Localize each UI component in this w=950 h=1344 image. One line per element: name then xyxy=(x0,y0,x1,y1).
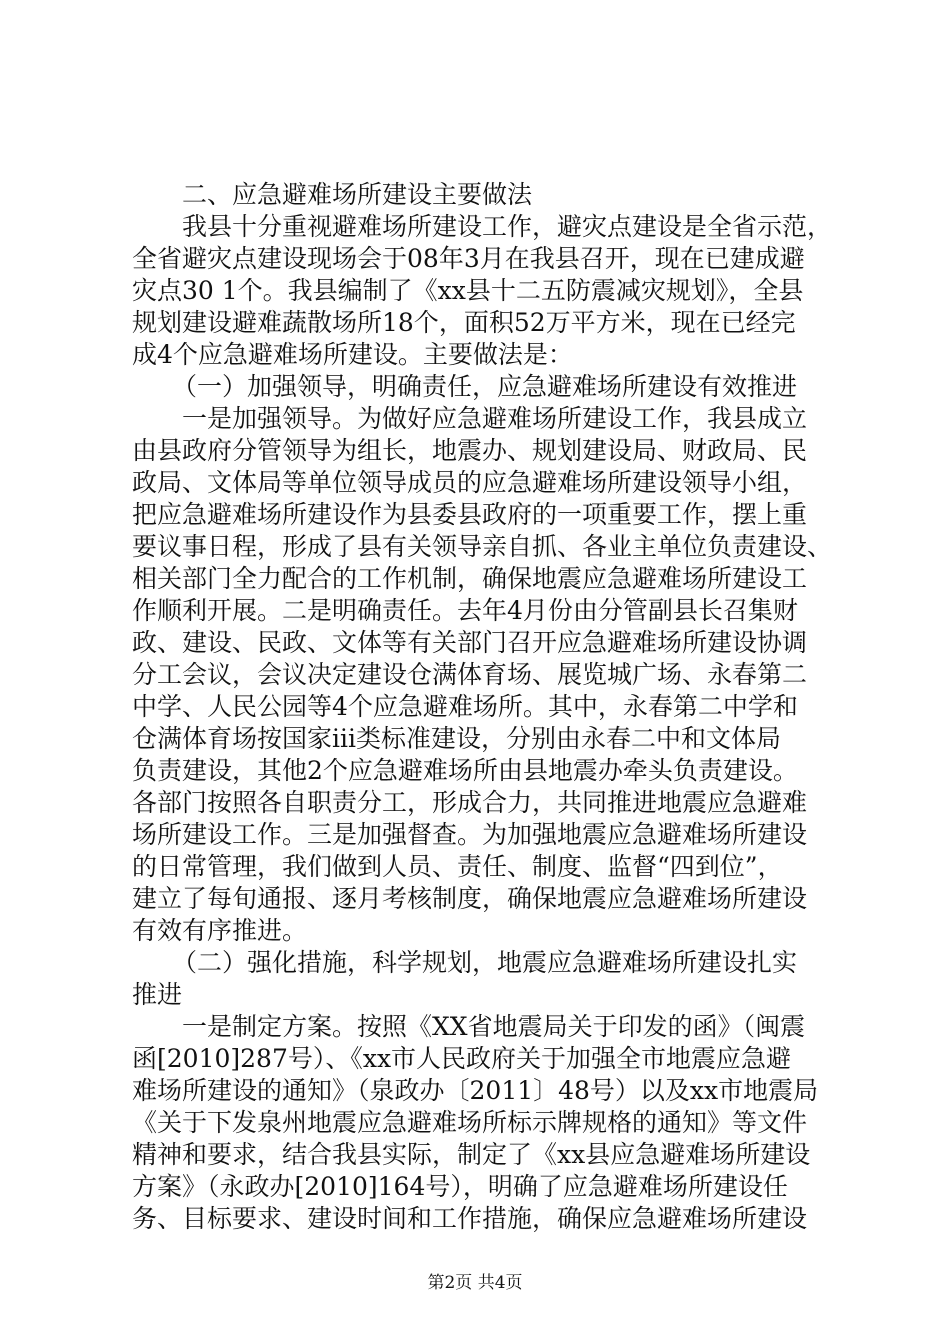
section-heading: 二、应急避难场所建设主要做法 xyxy=(182,180,533,209)
paragraph-line: 建立了每旬通报、逐月考核制度，确保地震应急避难场所建设 xyxy=(132,884,808,913)
paragraph-line: 一是制定方案。按照《XX省地震局关于印发的函》（闽震 xyxy=(182,1012,806,1041)
paragraph-line: 精神和要求，结合我县实际，制定了《xx县应急避难场所建设 xyxy=(132,1140,811,1169)
paragraph-line: 方案》（永政办[2010]164号），明确了应急避难场所建设任 xyxy=(132,1172,788,1201)
paragraph-line: 一是加强领导。为做好应急避难场所建设工作，我县成立 xyxy=(182,404,808,433)
paragraph-line: 规划建设避难蔬散场所18个，面积52万平方米，现在已经完 xyxy=(132,308,796,337)
paragraph-line: 场所建设工作。三是加强督查。为加强地震应急避难场所建设 xyxy=(132,820,808,849)
paragraph-line: 分工会议，会议决定建设仓满体育场、展览城广场、永春第二 xyxy=(132,660,808,689)
paragraph-line: 函[2010]287号）、《xx市人民政府关于加强全市地震应急避 xyxy=(132,1044,792,1073)
subsection-heading: （二）强化措施，科学规划，地震应急避难场所建设扎实 xyxy=(172,948,798,977)
paragraph-line: 《关于下发泉州地震应急避难场所标示牌规格的通知》等文件 xyxy=(132,1108,808,1137)
paragraph-line: 的日常管理，我们做到人员、责任、制度、监督“四到位”， xyxy=(132,852,783,881)
paragraph-line: 务、目标要求、建设时间和工作措施，确保应急避难场所建设 xyxy=(132,1204,808,1233)
paragraph-line: 把应急避难场所建设作为县委县政府的一项重要工作，摆上重 xyxy=(132,500,808,529)
paragraph-line: 有效有序推进。 xyxy=(132,916,308,945)
subsection-heading-continued: 推进 xyxy=(132,980,183,1009)
paragraph-line: 难场所建设的通知》（泉政办〔2011〕48号）以及xx市地震局 xyxy=(132,1076,819,1105)
paragraph-line: 政、建设、民政、文体等有关部门召开应急避难场所建设协调 xyxy=(132,628,808,657)
paragraph-line: 全省避灾点建设现场会于08年3月在我县召开，现在已建成避 xyxy=(132,244,805,273)
paragraph-line: 成4个应急避难场所建设。主要做法是： xyxy=(132,340,573,369)
paragraph-line: 灾点30 1个。我县编制了《xx县十二五防震减灾规划》，全县 xyxy=(132,276,804,305)
subsection-heading: （一）加强领导，明确责任，应急避难场所建设有效推进 xyxy=(172,372,798,401)
paragraph-line: 我县十分重视避难场所建设工作，避灾点建设是全省示范， xyxy=(182,212,833,241)
paragraph-line: 中学、人民公园等4个应急避难场所。其中，永春第二中学和 xyxy=(132,692,798,721)
page-footer: 第2页 共4页 xyxy=(427,1273,523,1293)
paragraph-line: 要议事日程，形成了县有关领导亲自抓、各业主单位负责建设、 xyxy=(132,532,833,561)
paragraph-line: 负责建设，其他2个应急避难场所由县地震办牵头负责建设。 xyxy=(132,756,798,785)
paragraph-line: 作顺利开展。二是明确责任。去年4月份由分管副县长召集财 xyxy=(132,596,798,625)
paragraph-line: 政局、文体局等单位领导成员的应急避难场所建设领导小组， xyxy=(132,468,808,497)
paragraph-line: 仓满体育场按国家iii类标准建设，分别由永春二中和文体局 xyxy=(132,724,781,753)
paragraph-line: 各部门按照各自职责分工，形成合力，共同推进地震应急避难 xyxy=(132,788,808,817)
paragraph-line: 由县政府分管领导为组长，地震办、规划建设局、财政局、民 xyxy=(132,436,808,465)
paragraph-line: 相关部门全力配合的工作机制，确保地震应急避难场所建设工 xyxy=(132,564,808,593)
